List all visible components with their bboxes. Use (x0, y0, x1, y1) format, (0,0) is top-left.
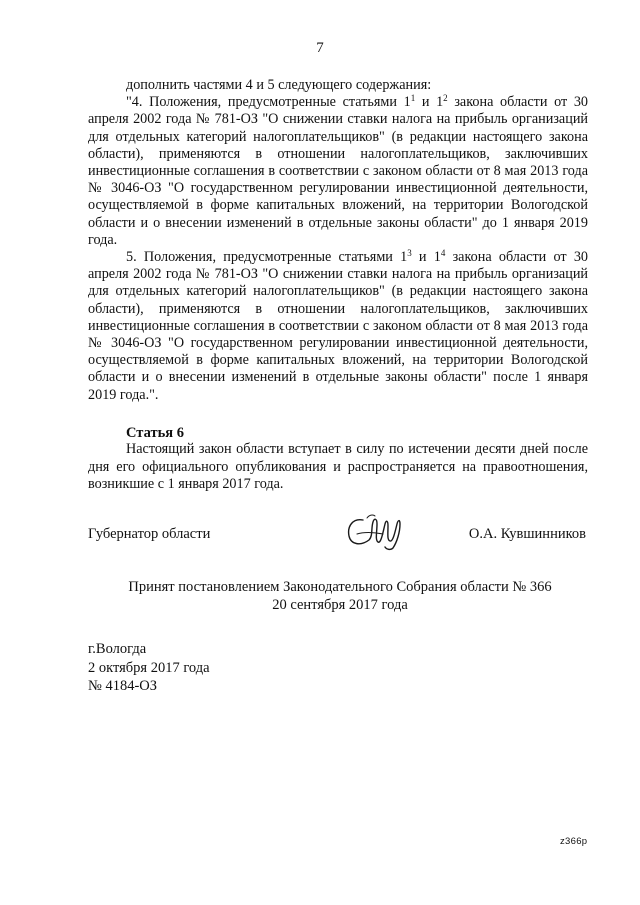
intro-line: дополнить частями 4 и 5 следующего содержания: (126, 77, 432, 93)
law-number: № 4184-ОЗ (88, 678, 158, 694)
part-4-paragraph: "4. Положения, предусмотренные статьями $1^1$ и $1^2$ закона области от 30 апреля 2002 года № 781-ОЗ "О снижении ставки налога на прибыль организаций для отдельных категорий налогоплательщиков" (в редакции настоящего закона области), применяются в отношении налогоплательщиков, заключивших инвестиционные соглашения в соответствии с законом области от 8 мая 2013 года № 3046-ОЗ "О государственном регулировании инвестиционной деятельности, осуществляемой в форме капитальных вложений, на территории Вологодской области и о внесении изменений в отдельные законы области" до 1 января 2019 года. (88, 93, 589, 248)
superscript: 4 (440, 248, 446, 259)
article-6-heading: Статья 6 (126, 425, 184, 441)
page-number: 7 (316, 40, 324, 56)
city: г.Вологда (88, 641, 147, 657)
superscript: 2 (443, 93, 448, 104)
amendment-text (88, 77, 588, 404)
adoption-line-2: 20 сентября 2017 года (272, 597, 408, 613)
handwritten-signature (343, 512, 409, 552)
signing-date: 2 октября 2017 года (88, 659, 210, 676)
signature-row (88, 512, 588, 556)
document-code: z366p (560, 836, 588, 847)
governor-title: Губернатор области (88, 526, 211, 542)
superscript: 1 (410, 93, 416, 104)
article-6-text: Настоящий закон области вступает в силу по истечении десяти дней после дня его официального опубликования и распространяется на правоотношения, возникшие с 1 января 2017 года. (88, 441, 588, 493)
place-date-block (88, 640, 210, 696)
superscript: 3 (407, 248, 412, 259)
part-5-paragraph: 5. Положения, предусмотренные статьями $1^3$ и $1^4$ закона области от 30 апреля 2002 года № 781-ОЗ "О снижении ставки налога на прибыль организаций для отдельных категорий налогоплательщиков" (в редакции настоящего закона области), применяются в отношении налогоплательщиков, заключивших инвестиционные соглашения в соответствии с законом области от 8 мая 2013 года № 3046-ОЗ "О государственном регулировании инвестиционной деятельности, осуществляемой в форме капитальных вложений, на территории Вологодской области и о внесении изменений в отдельные законы области" после 1 января 2019 года.". (88, 248, 589, 403)
adoption-line-1: Принят постановлением Законодательного Собрания области № 366 (128, 579, 552, 595)
adoption-note (0, 578, 640, 614)
governor-name: О.А. Кувшинников (468, 526, 586, 542)
